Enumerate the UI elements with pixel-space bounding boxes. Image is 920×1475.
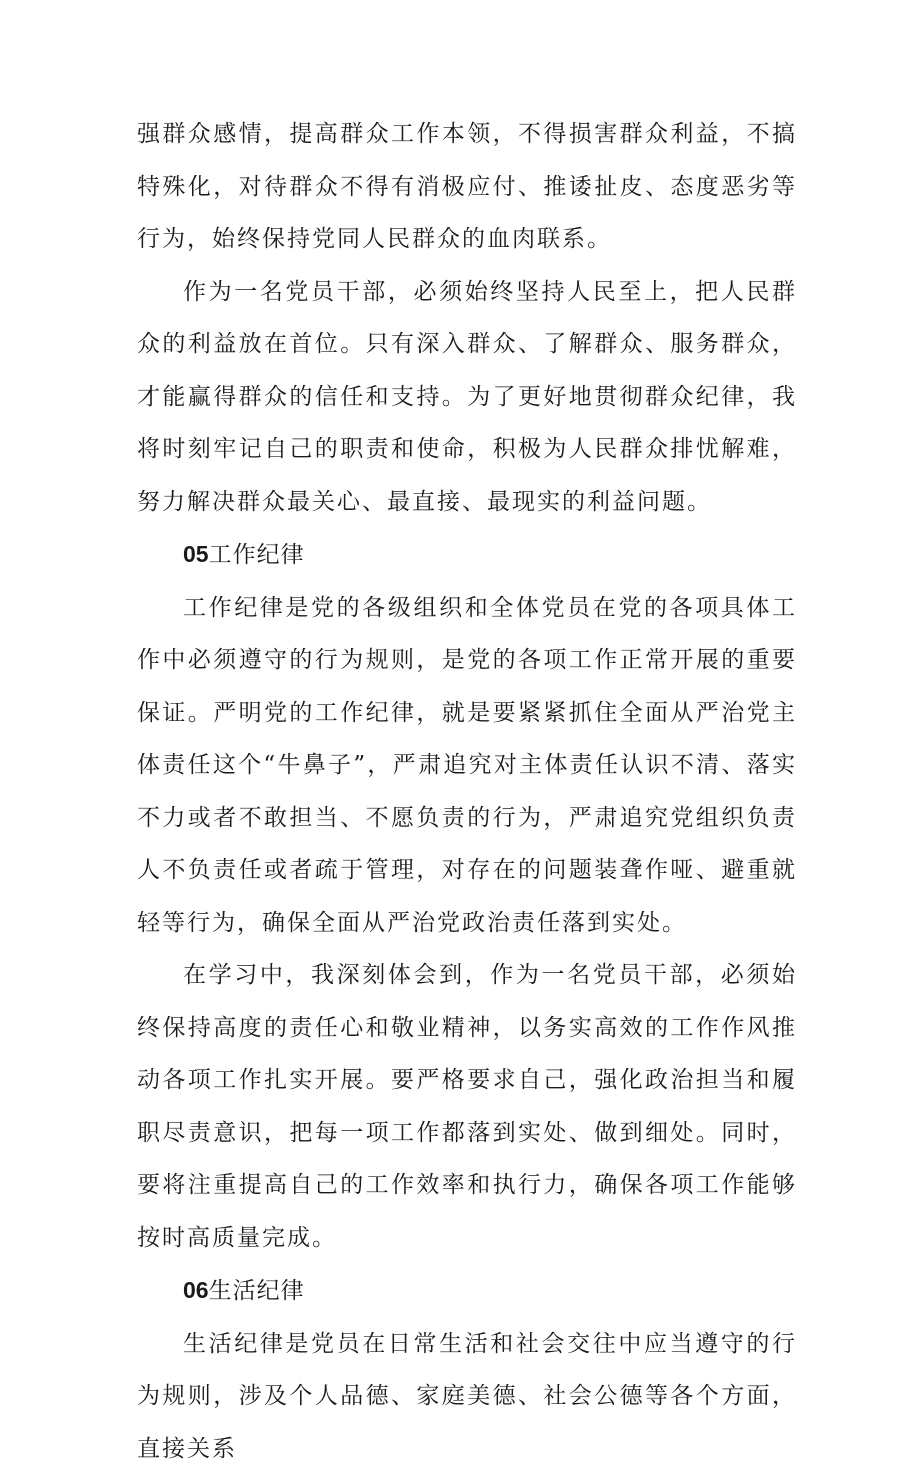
section-title: 工作纪律 — [209, 542, 305, 568]
paragraph: 工作纪律是党的各级组织和全体党员在党的各项具体工作中必须遵守的行为规则，是党的各项工作正常开展的重要保证。严明党的工作纪律，就是要紧紧抓住全面从严治党主体责任这个“牛鼻子”，严肃追究对主体责任认识不清、落实不力或者不敢担当、不愿负责的行为，严肃追究党组织负责人不负责任或者疏于管理，对存在的问题装聋作哑、避重就轻等行为，确保全面从严治党政治责任落到实处。 — [137, 582, 797, 950]
paragraph-continuation: 强群众感情，提高群众工作本领，不得损害群众利益，不搞特殊化，对待群众不得有消极应付、推诿扯皮、态度恶劣等行为，始终保持党同人民群众的血肉联系。 — [137, 108, 797, 266]
paragraph: 在学习中，我深刻体会到，作为一名党员干部，必须始终保持高度的责任心和敬业精神，以务实高效的工作作风推动各项工作扎实开展。要严格要求自己，强化政治担当和履职尽责意识，把每一项工作都落到实处、做到细处。同时，要将注重提高自己的工作效率和执行力，确保各项工作能够按时高质量完成。 — [137, 949, 797, 1264]
section-number: 05 — [183, 541, 209, 567]
paragraph: 生活纪律是党员在日常生活和社会交往中应当遵守的行为规则，涉及个人品德、家庭美德、社会公德等各个方面，直接关系 — [137, 1318, 797, 1475]
section-heading-05 — [137, 528, 797, 582]
section-number: 06 — [183, 1277, 209, 1303]
document-body — [137, 108, 797, 1475]
section-heading-06 — [137, 1264, 797, 1318]
section-title: 生活纪律 — [209, 1278, 305, 1304]
paragraph: 作为一名党员干部，必须始终坚持人民至上，把人民群众的利益放在首位。只有深入群众、了解群众、服务群众，才能赢得群众的信任和支持。为了更好地贯彻群众纪律，我将时刻牢记自己的职责和使命，积极为人民群众排忧解难，努力解决群众最关心、最直接、最现实的利益问题。 — [137, 266, 797, 529]
